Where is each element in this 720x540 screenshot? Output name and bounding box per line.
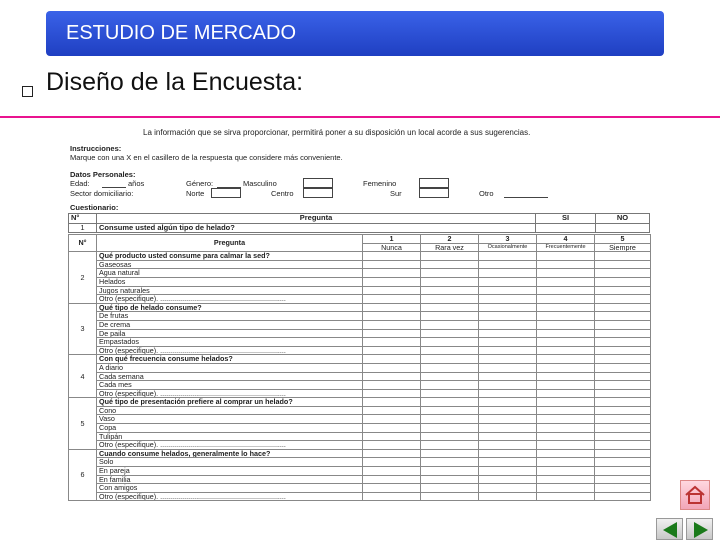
answer-cell xyxy=(421,355,479,364)
scale-label: Nunca xyxy=(363,243,421,252)
answer-cell xyxy=(479,277,537,286)
option-text: Otro (especifique). ............................................................... xyxy=(97,346,363,355)
question-num: 3 xyxy=(69,303,97,355)
header-num: N° xyxy=(69,235,97,252)
answer-cell xyxy=(479,329,537,338)
option-text: Cono xyxy=(97,406,363,415)
answer-cell xyxy=(421,467,479,476)
square-bullet-icon xyxy=(22,86,33,97)
answer-cell xyxy=(479,484,537,493)
north-checkbox xyxy=(211,188,241,198)
answer-cell xyxy=(595,458,651,467)
answer-cell xyxy=(595,346,651,355)
answer-cell xyxy=(363,295,421,304)
answer-cell xyxy=(421,312,479,321)
arrow-right-icon xyxy=(694,522,708,538)
option-text: Otro (especifique). ............................................................... xyxy=(97,389,363,398)
answer-cell xyxy=(421,424,479,433)
option-text: A diario xyxy=(97,363,363,372)
answer-cell xyxy=(479,355,537,364)
answer-cell xyxy=(363,312,421,321)
home-icon xyxy=(681,481,709,509)
answer-cell xyxy=(595,484,651,493)
table-row xyxy=(69,449,651,458)
answer-cell xyxy=(595,303,651,312)
answer-cell xyxy=(537,398,595,407)
option-text: De crema xyxy=(97,320,363,329)
scale-number: 2 xyxy=(421,235,479,244)
question-num: 4 xyxy=(69,355,97,398)
answer-cell xyxy=(595,475,651,484)
answer-cell xyxy=(537,312,595,321)
answer-cell xyxy=(479,320,537,329)
answer-cell xyxy=(363,467,421,476)
question-num: 6 xyxy=(69,449,97,501)
answer-cell xyxy=(595,320,651,329)
prev-slide-button[interactable] xyxy=(656,518,683,540)
header-question: Pregunta xyxy=(97,235,363,252)
answer-cell xyxy=(537,449,595,458)
answer-cell xyxy=(479,389,537,398)
option-text: Copa xyxy=(97,424,363,433)
answer-cell xyxy=(537,355,595,364)
answer-cell xyxy=(537,467,595,476)
age-unit: años xyxy=(128,179,145,188)
personal-data-title: Datos Personales: xyxy=(70,170,136,179)
option-text: Helados xyxy=(97,277,363,286)
answer-cell xyxy=(479,415,537,424)
answer-cell xyxy=(479,346,537,355)
option-text: Agua natural xyxy=(97,269,363,278)
answer-cell xyxy=(479,475,537,484)
answer-cell xyxy=(363,424,421,433)
answer-cell xyxy=(595,329,651,338)
answer-cell xyxy=(363,372,421,381)
answer-cell xyxy=(421,346,479,355)
answer-cell xyxy=(363,286,421,295)
answer-cell xyxy=(363,484,421,493)
answer-cell xyxy=(421,458,479,467)
answer-cell xyxy=(595,269,651,278)
answer-cell xyxy=(363,432,421,441)
question-text: Qué tipo de presentación prefiere al comprar un helado? xyxy=(97,398,363,407)
answer-cell xyxy=(479,269,537,278)
answer-cell xyxy=(595,363,651,372)
answer-cell xyxy=(421,492,479,501)
answer-cell xyxy=(537,484,595,493)
answer-cell xyxy=(421,260,479,269)
answer-cell xyxy=(479,432,537,441)
north-label: Norte xyxy=(186,189,205,198)
answer-cell xyxy=(363,329,421,338)
arrow-left-icon xyxy=(663,522,677,538)
table-row xyxy=(69,286,651,295)
answer-cell xyxy=(595,277,651,286)
answer-cell xyxy=(363,269,421,278)
table-row xyxy=(69,260,651,269)
q1-header-yes: SI xyxy=(536,214,596,224)
answer-cell xyxy=(479,406,537,415)
answer-cell xyxy=(421,252,479,261)
female-checkbox xyxy=(419,178,449,188)
question-text: Qué tipo de helado consume? xyxy=(97,303,363,312)
answer-cell xyxy=(595,355,651,364)
q1-header-no: NO xyxy=(596,214,650,224)
answer-cell xyxy=(363,492,421,501)
option-text: Vaso xyxy=(97,415,363,424)
answer-cell xyxy=(537,346,595,355)
answer-cell xyxy=(537,295,595,304)
answer-cell xyxy=(421,449,479,458)
answer-cell xyxy=(537,277,595,286)
south-checkbox xyxy=(419,188,449,198)
answer-cell xyxy=(421,277,479,286)
survey-form-image xyxy=(68,122,650,514)
option-text: Empastados xyxy=(97,338,363,347)
answer-cell xyxy=(479,312,537,321)
answer-cell xyxy=(537,329,595,338)
age-label: Edad: xyxy=(70,179,90,188)
table-row xyxy=(69,424,651,433)
instructions-text: Marque con una X en el casillero de la respuesta que considere más conveniente. xyxy=(70,153,343,162)
option-text: En familia xyxy=(97,475,363,484)
table-row xyxy=(69,320,651,329)
answer-cell xyxy=(595,406,651,415)
answer-cell xyxy=(537,406,595,415)
option-text: Cada semana xyxy=(97,372,363,381)
answer-cell xyxy=(421,329,479,338)
instructions-title: Instrucciones: xyxy=(70,144,122,153)
answer-cell xyxy=(537,363,595,372)
answer-cell xyxy=(479,260,537,269)
table-row xyxy=(69,269,651,278)
option-text: Otro (especifique). ............................................................... xyxy=(97,295,363,304)
table-row xyxy=(69,458,651,467)
south-label: Sur xyxy=(390,189,402,198)
answer-cell xyxy=(363,449,421,458)
table-row xyxy=(69,406,651,415)
answer-cell xyxy=(479,424,537,433)
answer-cell xyxy=(595,295,651,304)
scale-label: Frecuentemente xyxy=(537,243,595,252)
gender-label: Género: xyxy=(186,179,214,188)
answer-cell xyxy=(479,467,537,476)
answer-cell xyxy=(595,441,651,450)
center-label: Centro xyxy=(271,189,294,198)
answer-cell xyxy=(537,381,595,390)
scale-label: Ocasionalmente xyxy=(479,243,537,252)
answer-cell xyxy=(363,475,421,484)
questions-table xyxy=(68,234,651,501)
q1-header-num: N° xyxy=(69,214,97,224)
answer-cell xyxy=(537,372,595,381)
table-row xyxy=(69,252,651,261)
table-row xyxy=(69,329,651,338)
answer-cell xyxy=(537,415,595,424)
male-checkbox xyxy=(303,178,333,188)
answer-cell xyxy=(363,406,421,415)
answer-cell xyxy=(537,286,595,295)
table-header-row xyxy=(69,235,651,244)
answer-cell xyxy=(363,415,421,424)
table-row xyxy=(69,312,651,321)
q1-yes-cell xyxy=(536,223,596,233)
answer-cell xyxy=(421,338,479,347)
answer-cell xyxy=(421,303,479,312)
scale-number: 5 xyxy=(595,235,651,244)
scale-number: 4 xyxy=(537,235,595,244)
answer-cell xyxy=(537,252,595,261)
answer-cell xyxy=(363,363,421,372)
question-num: 5 xyxy=(69,398,97,450)
answer-cell xyxy=(363,458,421,467)
answer-cell xyxy=(421,320,479,329)
answer-cell xyxy=(595,338,651,347)
answer-cell xyxy=(595,424,651,433)
table-row xyxy=(69,484,651,493)
answer-cell xyxy=(363,389,421,398)
answer-cell xyxy=(421,398,479,407)
table-row xyxy=(69,295,651,304)
answer-cell xyxy=(421,432,479,441)
answer-cell xyxy=(421,415,479,424)
answer-cell xyxy=(363,320,421,329)
answer-cell xyxy=(363,252,421,261)
table-row xyxy=(69,492,651,501)
slide-subtitle: Diseño de la Encuesta: xyxy=(46,68,304,96)
answer-cell xyxy=(537,338,595,347)
q1-text: Consume usted algún tipo de helado? xyxy=(97,223,536,233)
other-line xyxy=(504,197,548,198)
answer-cell xyxy=(363,338,421,347)
answer-cell xyxy=(479,338,537,347)
table-row xyxy=(69,338,651,347)
answer-cell xyxy=(421,295,479,304)
survey-intro: La información que se sirva proporcionar, permitirá poner a su disposición un local acorde a sus sugerencias. xyxy=(143,128,531,137)
scale-label: Rara vez xyxy=(421,243,479,252)
q1-header-question: Pregunta xyxy=(97,214,536,224)
answer-cell xyxy=(363,346,421,355)
answer-cell xyxy=(537,458,595,467)
question-text: Con qué frecuencia consume helados? xyxy=(97,355,363,364)
divider-line xyxy=(0,116,720,118)
scale-label: Siempre xyxy=(595,243,651,252)
slide-title: ESTUDIO DE MERCADO xyxy=(66,22,297,44)
answer-cell xyxy=(537,492,595,501)
answer-cell xyxy=(595,389,651,398)
table-row xyxy=(69,303,651,312)
table-row xyxy=(69,441,651,450)
table-row xyxy=(69,398,651,407)
answer-cell xyxy=(421,484,479,493)
answer-cell xyxy=(421,269,479,278)
answer-cell xyxy=(537,303,595,312)
option-text: En pareja xyxy=(97,467,363,476)
table-row xyxy=(69,432,651,441)
option-text: Tulipán xyxy=(97,432,363,441)
answer-cell xyxy=(595,415,651,424)
answer-cell xyxy=(479,286,537,295)
scale-number: 1 xyxy=(363,235,421,244)
option-text: De paila xyxy=(97,329,363,338)
answer-cell xyxy=(537,432,595,441)
next-slide-button[interactable] xyxy=(686,518,713,540)
table-row xyxy=(69,277,651,286)
question-1-table xyxy=(68,213,650,233)
home-button[interactable] xyxy=(680,480,710,510)
answer-cell xyxy=(595,398,651,407)
answer-cell xyxy=(537,260,595,269)
answer-cell xyxy=(363,398,421,407)
answer-cell xyxy=(537,424,595,433)
answer-cell xyxy=(479,492,537,501)
q1-no-cell xyxy=(596,223,650,233)
questionnaire-title: Cuestionario: xyxy=(70,203,119,212)
answer-cell xyxy=(479,295,537,304)
answer-cell xyxy=(421,286,479,295)
answer-cell xyxy=(479,363,537,372)
option-text: Solo xyxy=(97,458,363,467)
answer-cell xyxy=(421,406,479,415)
answer-cell xyxy=(363,277,421,286)
answer-cell xyxy=(595,286,651,295)
other-label: Otro xyxy=(479,189,494,198)
answer-cell xyxy=(595,449,651,458)
answer-cell xyxy=(363,260,421,269)
table-row xyxy=(69,415,651,424)
age-line xyxy=(102,187,126,188)
answer-cell xyxy=(537,389,595,398)
option-text: Otro (especifique). ............................................................... xyxy=(97,492,363,501)
answer-cell xyxy=(363,303,421,312)
answer-cell xyxy=(479,372,537,381)
answer-cell xyxy=(479,458,537,467)
answer-cell xyxy=(363,381,421,390)
center-checkbox xyxy=(303,188,333,198)
table-row xyxy=(69,467,651,476)
question-text: Cuando consume helados, generalmente lo hace? xyxy=(97,449,363,458)
option-text: Otro (especifique). ............................................................... xyxy=(97,441,363,450)
table-row xyxy=(69,389,651,398)
slide-title-banner xyxy=(46,11,664,56)
answer-cell xyxy=(479,449,537,458)
answer-cell xyxy=(479,303,537,312)
answer-cell xyxy=(421,381,479,390)
answer-cell xyxy=(421,372,479,381)
option-text: Con amigos xyxy=(97,484,363,493)
answer-cell xyxy=(479,398,537,407)
answer-cell xyxy=(595,372,651,381)
answer-cell xyxy=(421,389,479,398)
answer-cell xyxy=(595,312,651,321)
table-row xyxy=(69,372,651,381)
answer-cell xyxy=(363,441,421,450)
table-row xyxy=(69,355,651,364)
table-row xyxy=(69,381,651,390)
option-text: Cada mes xyxy=(97,381,363,390)
question-text: Qué producto usted consume para calmar la sed? xyxy=(97,252,363,261)
answer-cell xyxy=(595,252,651,261)
answer-cell xyxy=(363,355,421,364)
answer-cell xyxy=(421,363,479,372)
option-text: Gaseosas xyxy=(97,260,363,269)
male-label: Masculino xyxy=(243,179,277,188)
answer-cell xyxy=(595,492,651,501)
sector-label: Sector domiciliario: xyxy=(70,189,134,198)
question-num: 2 xyxy=(69,252,97,304)
answer-cell xyxy=(595,432,651,441)
option-text: De frutas xyxy=(97,312,363,321)
answer-cell xyxy=(537,320,595,329)
female-label: Femenino xyxy=(363,179,397,188)
q1-num: 1 xyxy=(69,223,97,233)
option-text: Jugos naturales xyxy=(97,286,363,295)
answer-cell xyxy=(479,441,537,450)
answer-cell xyxy=(421,475,479,484)
table-row xyxy=(69,475,651,484)
answer-cell xyxy=(595,381,651,390)
answer-cell xyxy=(595,467,651,476)
table-row xyxy=(69,363,651,372)
answer-cell xyxy=(479,252,537,261)
answer-cell xyxy=(479,381,537,390)
answer-cell xyxy=(421,441,479,450)
answer-cell xyxy=(537,441,595,450)
answer-cell xyxy=(537,269,595,278)
answer-cell xyxy=(595,260,651,269)
table-row xyxy=(69,346,651,355)
scale-number: 3 xyxy=(479,235,537,244)
answer-cell xyxy=(537,475,595,484)
